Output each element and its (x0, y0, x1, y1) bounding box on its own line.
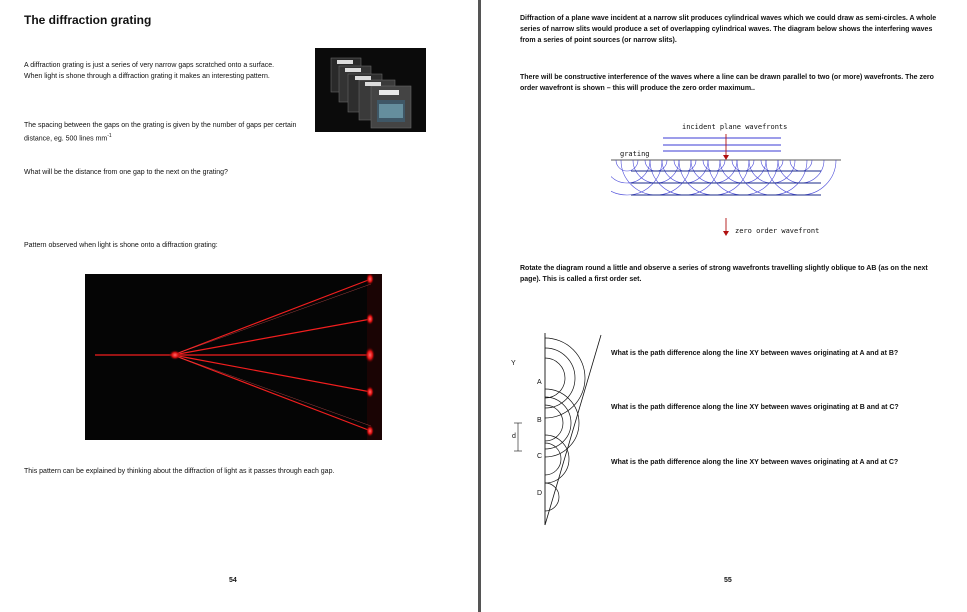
page-number-right: 55 (724, 577, 732, 584)
label-c: C (537, 453, 543, 460)
diffraction-intro-paragraph: Diffraction of a plane wave incident at a narrow slit produces cylindrical waves which we could draw as semi-circles. A whole series of narrow slits would produce a set of overlapping cylindrical waves. The diagram below shows the interfering waves from a series of point sources (or narrow slits). (520, 15, 937, 44)
grating-slides-photo (315, 48, 426, 132)
pattern-caption: Pattern observed when light is shone onto a diffraction grating: (24, 242, 218, 249)
intro-paragraph: A diffraction grating is just a series of very narrow gaps scratched onto a surface. When light is shone through a diffraction grating it makes an interesting pattern. (24, 62, 275, 80)
right-page (481, 0, 967, 612)
grating-label: grating (620, 150, 650, 158)
label-a: A (537, 379, 542, 386)
question-path-ab: What is the path difference along the line XY between waves originating at A and at B? (611, 350, 899, 357)
first-order-paragraph: Rotate the diagram round a little and observe a series of strong wavefronts travelling slightly oblique to AB (as on the next page). This is called a first order set. (520, 265, 928, 283)
label-distance-d: d (512, 433, 516, 440)
label-b: B (537, 417, 542, 424)
path-difference-diagram (509, 325, 619, 530)
explanation-paragraph: This pattern can be explained by thinking about the diffraction of light as it passes through each gap. (24, 468, 335, 475)
question-gap-distance: What will be the distance from one gap to the next on the grating? (24, 169, 228, 176)
grating-wavefront-diagram (611, 118, 841, 240)
diffraction-pattern-photo (85, 274, 382, 440)
label-d: D (537, 490, 543, 497)
incident-wavefronts-label: incident plane wavefronts (682, 123, 788, 131)
page-title: The diffraction grating (24, 13, 152, 27)
spacing-paragraph: The spacing between the gaps on the grating is given by the number of gaps per certain distance, eg. 500 lines $mm^{-1}$ (24, 122, 297, 143)
left-page (0, 0, 478, 612)
label-y: Y (511, 360, 516, 367)
question-path-bc: What is the path difference along the line XY between waves originating at B and at C? (611, 404, 899, 411)
page-number-left: 54 (229, 577, 237, 584)
question-path-ac: What is the path difference along the line XY between waves originating at A and at C? (611, 459, 899, 466)
constructive-interference-paragraph: There will be constructive interference of the waves where a line can be drawn parallel to two (or more) wavefronts. The zero order wavefront is shown – this will produce the zero order maximum.. (520, 74, 934, 92)
zero-order-label: zero order wavefront (735, 227, 820, 235)
